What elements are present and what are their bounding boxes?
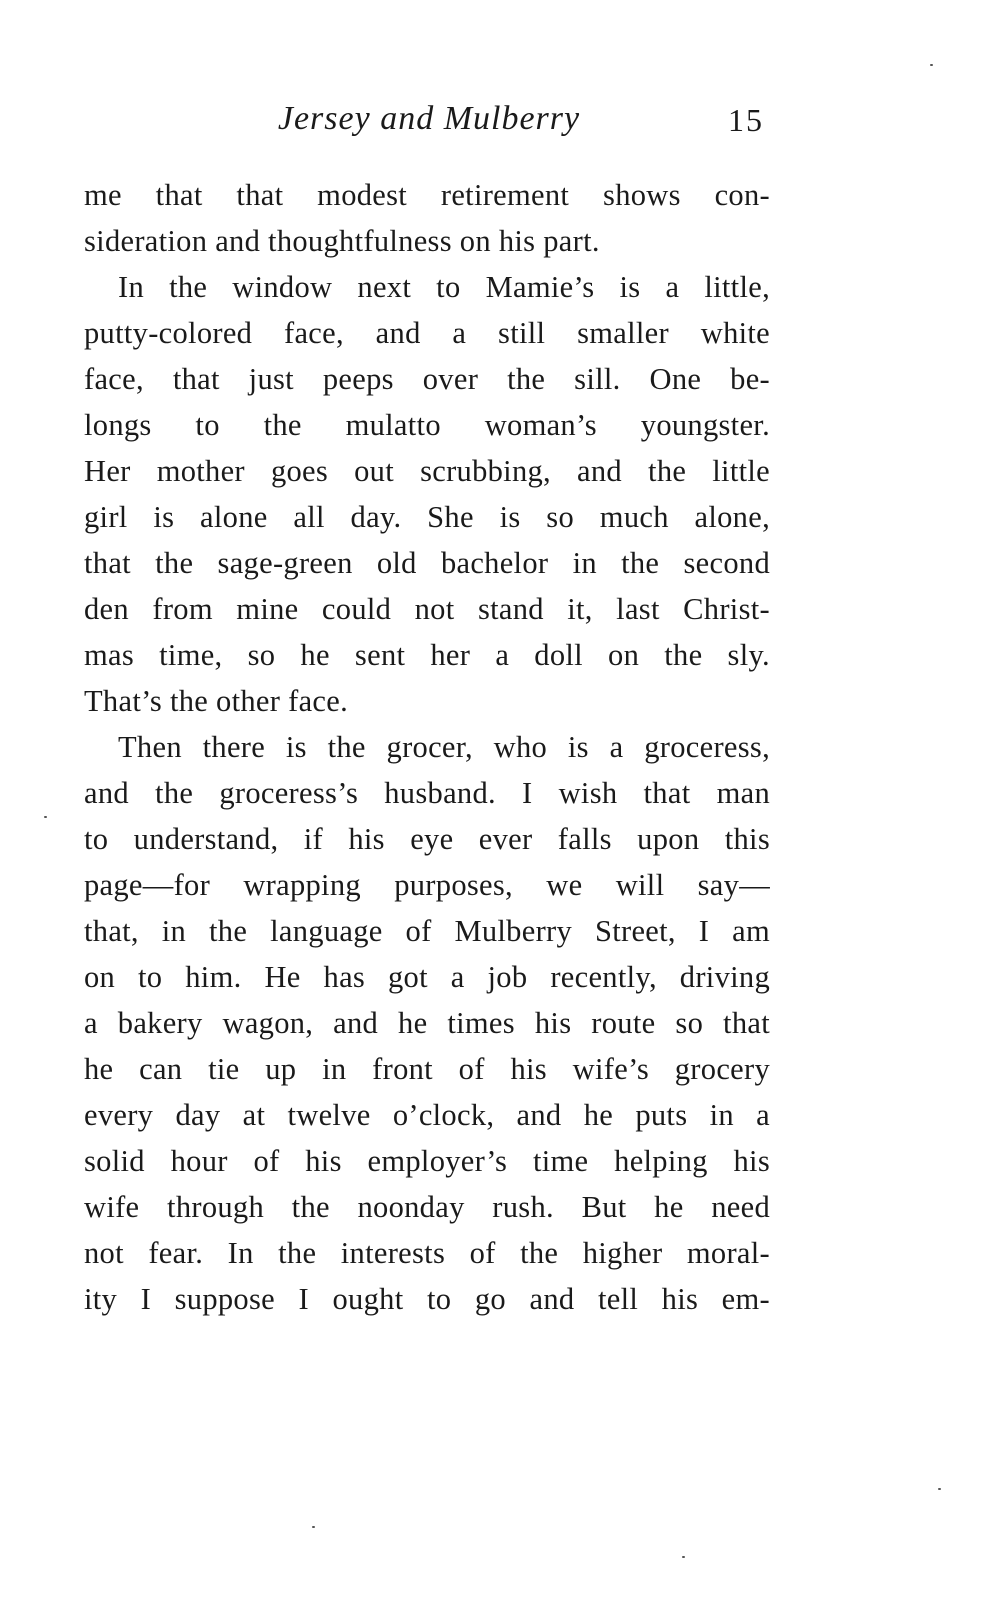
text-line: Her mother goes out scrubbing, and the little <box>84 454 770 488</box>
page-number: 15 <box>728 102 764 138</box>
text-line: solid hour of his employer’s time helping his <box>84 1144 770 1178</box>
text-line: that the sage-green old bachelor in the second <box>84 546 770 580</box>
text-line: to understand, if his eye ever falls upon this <box>84 822 770 856</box>
text-line: putty-colored face, and a still smaller white <box>84 316 770 350</box>
text-line: ity I suppose I ought to go and tell his em- <box>84 1282 770 1316</box>
text-line: not fear. In the interests of the higher moral- <box>84 1236 770 1270</box>
text-line: and the groceress’s husband. I wish that man <box>84 776 770 810</box>
text-line: that, in the language of Mulberry Street, I am <box>84 914 770 948</box>
text-line: That’s the other face. <box>84 684 349 718</box>
text-line: wife through the noonday rush. But he need <box>84 1190 770 1224</box>
scan-speck <box>44 816 47 818</box>
scan-speck <box>930 64 933 66</box>
text-line: face, that just peeps over the sill. One be- <box>84 362 770 396</box>
scan-speck <box>312 1526 315 1528</box>
text-line: on to him. He has got a job recently, driving <box>84 960 770 994</box>
text-line: girl is alone all day. She is so much alone, <box>84 500 770 534</box>
text-line: longs to the mulatto woman’s youngster. <box>84 408 770 442</box>
text-line: me that that modest retirement shows con- <box>84 178 770 212</box>
text-line-paragraph-start: Then there is the grocer, who is a groceress, <box>118 730 770 764</box>
text-line: mas time, so he sent her a doll on the sly. <box>84 638 770 672</box>
text-line: a bakery wagon, and he times his route so that <box>84 1006 770 1040</box>
text-line: den from mine could not stand it, last Christ- <box>84 592 770 626</box>
scan-speck <box>682 1556 685 1558</box>
body-text <box>84 172 770 1322</box>
text-line: he can tie up in front of his wife’s grocery <box>84 1052 770 1086</box>
text-line-paragraph-start: In the window next to Mamie’s is a little, <box>118 270 770 304</box>
running-title: Jersey and Mulberry <box>277 100 581 137</box>
text-line: every day at twelve o’clock, and he puts in a <box>84 1098 770 1132</box>
running-head <box>84 100 774 150</box>
text-line: sideration and thoughtfulness on his part. <box>84 224 600 258</box>
text-line: page—for wrapping purposes, we will say— <box>84 868 770 902</box>
scan-speck <box>938 1488 941 1490</box>
